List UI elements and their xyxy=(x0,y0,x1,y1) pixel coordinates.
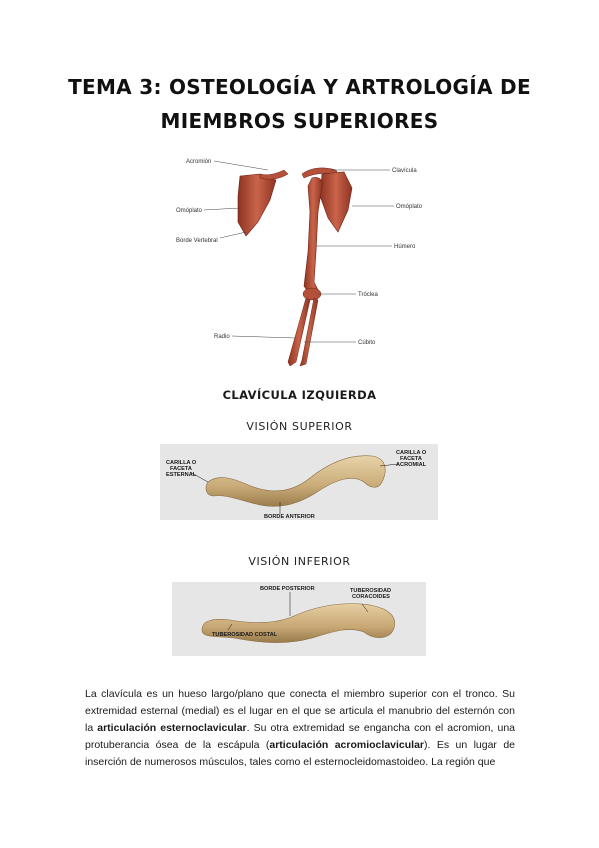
label-borde-posterior: BORDE POSTERIOR xyxy=(260,586,315,592)
superior-view-title: VISIÓN SUPERIOR xyxy=(246,420,353,433)
label-coracoides: CORACOIDES xyxy=(352,594,390,600)
label-troclea: Tróclea xyxy=(358,292,378,298)
label-esternal: ESTERNAL xyxy=(166,472,197,478)
label-omoplato-left: Omóplato xyxy=(176,208,203,214)
label-omoplato-right: Omóplato xyxy=(396,204,423,210)
body-paragraph xyxy=(85,686,515,771)
clavicle-superior-shape xyxy=(206,456,385,507)
clavicle-inferior-view-image xyxy=(172,582,426,656)
title-line-1: TEMA 3: OSTEOLOGÍA Y ARTROLOGÍA DE xyxy=(68,75,531,99)
label-carilla-esternal: CARILLA O xyxy=(166,460,197,466)
label-acromion: Acromión xyxy=(186,159,212,165)
label-clavicula: Clavícula xyxy=(392,168,417,174)
label-tuberosidad-coracoides: TUBEROSIDAD xyxy=(350,588,392,594)
clavicle-superior-view-image xyxy=(160,444,438,520)
label-radio: Radio xyxy=(214,334,230,340)
paragraph-text-1: La clavícula es un hueso largo/plano que conecta el miembro superior con el tronco. Su extremidad esternal (medial) es el lugar en el que se articula el manubrio del esternón con la xyxy=(85,688,515,734)
left-clavicle xyxy=(260,170,288,179)
term-articulacion-esternoclavicular: articulación esternoclavicular xyxy=(97,722,247,734)
label-carilla-acromial: CARILLA O xyxy=(396,450,427,456)
paragraph-text-2: . Su otra extremidad se engancha con el acromion, una protuberancia ósea de la escápula ( xyxy=(85,722,515,751)
label-acromial: ACROMIAL xyxy=(396,462,427,468)
label-humero: Húmero xyxy=(394,244,416,250)
page-title xyxy=(60,70,539,138)
paragraph-text-3: ). Es un lugar de inserción de numerosos músculos, tales como el esternocleidomastoideo. La región que xyxy=(85,739,515,768)
label-tuberosidad-costal: TUBEROSIDAD COSTAL xyxy=(212,632,278,638)
right-scapula xyxy=(320,172,352,232)
inferior-view-title: VISIÓN INFERIOR xyxy=(248,555,351,568)
left-scapula xyxy=(238,174,276,236)
label-borde-vertebral: Borde Vertebral xyxy=(176,238,218,244)
upper-limb-skeleton-figure xyxy=(168,152,438,377)
section-title: CLAVÍCULA IZQUIERDA xyxy=(222,388,377,402)
label-cubito: Cúbito xyxy=(358,340,376,346)
humerus xyxy=(304,177,322,292)
label-faceta-esternal: FACETA xyxy=(170,466,192,472)
label-borde-anterior: BORDE ANTERIOR xyxy=(264,514,315,520)
title-line-2: MIEMBROS SUPERIORES xyxy=(160,109,439,133)
term-articulacion-acromioclavicular: articulación acromioclavicular xyxy=(269,739,425,751)
label-faceta-acromial: FACETA xyxy=(400,456,422,462)
